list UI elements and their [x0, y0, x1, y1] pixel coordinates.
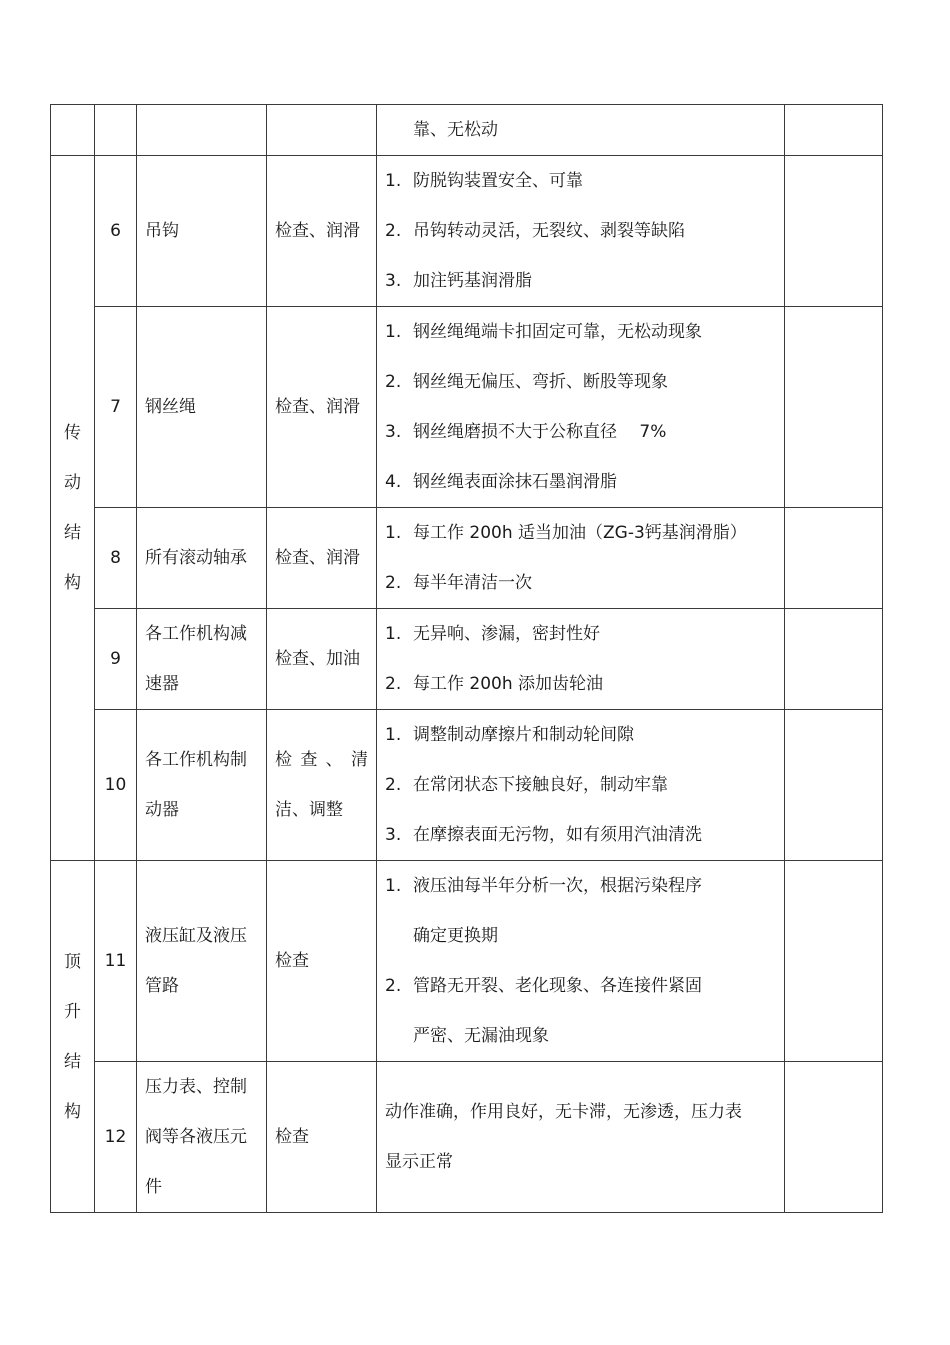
remarks-cell	[785, 307, 883, 508]
remarks-cell	[785, 609, 883, 710]
item-number	[95, 105, 137, 156]
requirement-item: 4. 钢丝绳表面涂抹石墨润滑脂	[385, 472, 617, 492]
requirement-item: 3. 在摩擦表面无污物，如有须用汽油清洗	[385, 825, 702, 845]
table-row	[51, 105, 883, 156]
inspection-method	[267, 105, 377, 156]
component-name: 所有滚动轴承	[137, 508, 267, 609]
inspection-method: 检查、润滑	[267, 508, 377, 609]
requirements-cell	[377, 105, 785, 156]
inspection-method: 检查	[267, 1062, 377, 1213]
requirement-item: 2. 吊钩转动灵活，无裂纹、剥裂等缺陷	[385, 221, 685, 241]
component-name: 压力表、控制阀等各液压元件	[137, 1062, 267, 1213]
component-name	[137, 105, 267, 156]
requirements-cell	[377, 861, 785, 1062]
item-number: 9	[95, 609, 137, 710]
item-number: 8	[95, 508, 137, 609]
remarks-cell	[785, 710, 883, 861]
requirement-item: 2. 钢丝绳无偏压、弯折、断股等现象	[385, 372, 668, 392]
table-row	[51, 609, 883, 710]
remarks-cell	[785, 1062, 883, 1213]
requirements-cell	[377, 508, 785, 609]
component-name: 各工作机构制动器	[137, 710, 267, 861]
requirement-item: 2. 管路无开裂、老化现象、各连接件紧固	[385, 976, 702, 996]
category-lifting	[51, 861, 95, 1213]
component-name: 钢丝绳	[137, 307, 267, 508]
maintenance-table	[50, 104, 883, 1213]
inspection-method: 检查、润滑	[267, 307, 377, 508]
category-label: 顶 升 结 构	[64, 951, 81, 1122]
requirement-text: 动作准确，作用良好，无卡滞，无渗透，压力表显示正常	[385, 1102, 742, 1172]
component-name: 液压缸及液压管路	[137, 861, 267, 1062]
item-number: 12	[95, 1062, 137, 1213]
requirement-item: 2. 每工作 200h 添加齿轮油	[385, 674, 604, 694]
requirement-item: 1. 每工作 200h 适当加油（ZG-3钙基润滑脂）	[385, 523, 747, 543]
requirement-item: 1. 无异响、渗漏，密封性好	[385, 624, 600, 644]
inspection-method: 检查、润滑	[267, 156, 377, 307]
inspection-method: 检查	[267, 861, 377, 1062]
component-name: 各工作机构减速器	[137, 609, 267, 710]
requirements-cell	[377, 1062, 785, 1213]
table-row	[51, 861, 883, 1062]
category-label: 传 动 结 构	[64, 423, 81, 593]
inspection-method: 检查、加油	[267, 609, 377, 710]
requirement-item: 3. 加注钙基润滑脂	[385, 271, 532, 291]
requirement-text: 靠、无松动	[413, 120, 498, 140]
remarks-cell	[785, 861, 883, 1062]
requirement-item: 3. 钢丝绳磨损不大于公称直径 7%	[385, 422, 667, 442]
item-number: 10	[95, 710, 137, 861]
requirement-item: 1. 钢丝绳绳端卡扣固定可靠，无松动现象	[385, 322, 702, 342]
remarks-cell	[785, 105, 883, 156]
table-row	[51, 1062, 883, 1213]
item-number: 11	[95, 861, 137, 1062]
requirement-continuation: 确定更换期	[413, 926, 498, 946]
requirement-item: 1. 防脱钩装置安全、可靠	[385, 171, 583, 191]
table-row	[51, 307, 883, 508]
table-row	[51, 508, 883, 609]
category-cell	[51, 105, 95, 156]
requirement-item: 2. 在常闭状态下接触良好，制动牢靠	[385, 775, 668, 795]
requirements-cell	[377, 156, 785, 307]
component-name: 吊钩	[137, 156, 267, 307]
category-transmission	[51, 156, 95, 861]
requirements-cell	[377, 307, 785, 508]
remarks-cell	[785, 156, 883, 307]
item-number: 7	[95, 307, 137, 508]
requirement-item: 1. 液压油每半年分析一次，根据污染程序	[385, 876, 702, 896]
requirement-item: 1. 调整制动摩擦片和制动轮间隙	[385, 725, 634, 745]
table-row	[51, 156, 883, 307]
remarks-cell	[785, 508, 883, 609]
inspection-method: 检查、清洁、调整	[267, 710, 377, 861]
requirements-cell	[377, 710, 785, 861]
requirements-cell	[377, 609, 785, 710]
requirement-item: 2. 每半年清洁一次	[385, 573, 532, 593]
table-row	[51, 710, 883, 861]
item-number: 6	[95, 156, 137, 307]
requirement-continuation: 严密、无漏油现象	[413, 1026, 549, 1046]
